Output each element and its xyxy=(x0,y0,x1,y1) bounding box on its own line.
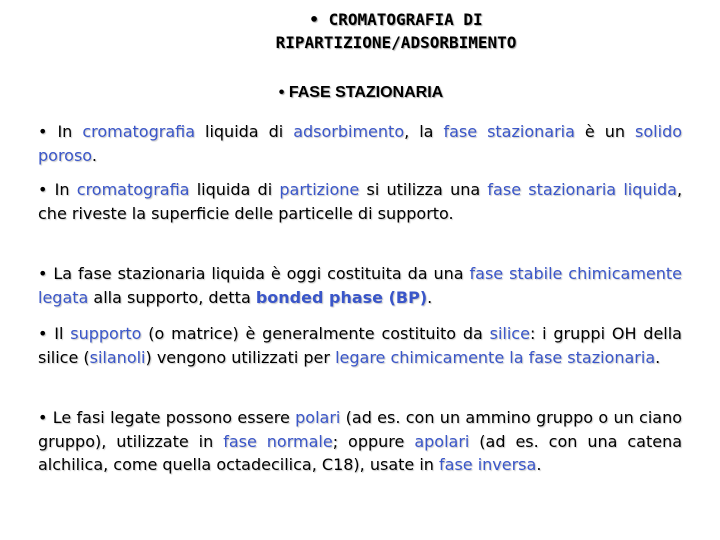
paragraph-text: liquida di xyxy=(189,180,280,199)
paragraph-text: ; oppure xyxy=(332,431,415,451)
highlighted-term: apolari xyxy=(414,431,470,451)
highlighted-term: partizione xyxy=(279,180,360,199)
paragraph-adsorption xyxy=(38,120,682,167)
highlighted-term: fase stazionaria liquida xyxy=(487,180,677,199)
highlighted-term: polari xyxy=(295,408,341,427)
paragraph-text: • In xyxy=(38,122,83,141)
highlighted-term: solido poroso xyxy=(38,122,683,165)
paragraph-text: si utilizza una xyxy=(359,180,488,199)
highlighted-term: fase stabile chimicamente legata xyxy=(38,264,683,307)
paragraph-text: , che riveste la superficie delle particelle di supporto. xyxy=(38,180,683,223)
paragraph-text: • In xyxy=(38,180,77,199)
paragraph-text: è un xyxy=(574,122,636,141)
highlighted-term: silanoli xyxy=(89,347,146,367)
paragraph-support xyxy=(38,322,682,369)
paragraph-text: . xyxy=(536,455,542,474)
highlighted-term: fase normale xyxy=(223,431,333,451)
paragraph-text: (o matrice) è generalmente costituito da xyxy=(141,324,490,343)
highlighted-term: legare chimicamente la fase stazionaria xyxy=(335,347,656,367)
paragraph-text: . xyxy=(655,347,661,367)
highlighted-term: silice xyxy=(489,324,530,343)
highlighted-term: adsorbimento xyxy=(293,122,405,141)
paragraph-phase-types xyxy=(38,406,682,477)
paragraph-partition xyxy=(38,178,682,225)
highlighted-term: supporto xyxy=(70,324,142,343)
paragraph-text: (ad es. con una catena alchilica, come quella octadecilica, C18), usate in xyxy=(38,431,683,474)
highlighted-term: fase inversa xyxy=(439,455,537,474)
paragraph-text: : i gruppi OH della silice ( xyxy=(38,324,682,367)
highlighted-term: cromatografia xyxy=(76,180,190,199)
slide-title: • CROMATOGRAFIA DI RIPARTIZIONE/ADSORBIMENTO xyxy=(275,10,517,52)
paragraph-text: • Le fasi legate possono essere xyxy=(38,408,296,427)
paragraph-text: alla supporto, detta xyxy=(88,287,256,307)
highlighted-term: fase stazionaria xyxy=(443,122,575,141)
paragraph-text: • Il xyxy=(38,324,71,343)
paragraph-text: . xyxy=(91,145,97,165)
paragraph-text: . xyxy=(427,287,433,307)
highlighted-term: bonded phase (BP) xyxy=(255,287,428,307)
slide-subtitle: • FASE STAZIONARIA xyxy=(278,84,444,101)
paragraph-text: (ad es. con un ammino gruppo o un ciano gruppo), utilizzate in xyxy=(38,408,683,451)
paragraph-bonded-phase xyxy=(38,262,682,309)
paragraph-text: liquida di xyxy=(195,122,294,141)
paragraph-text: ) vengono utilizzati per xyxy=(145,347,336,367)
paragraph-text: • La fase stazionaria liquida è oggi costituita da una xyxy=(38,264,470,283)
paragraph-text: , la xyxy=(404,122,444,141)
highlighted-term: cromatografia xyxy=(82,122,195,141)
